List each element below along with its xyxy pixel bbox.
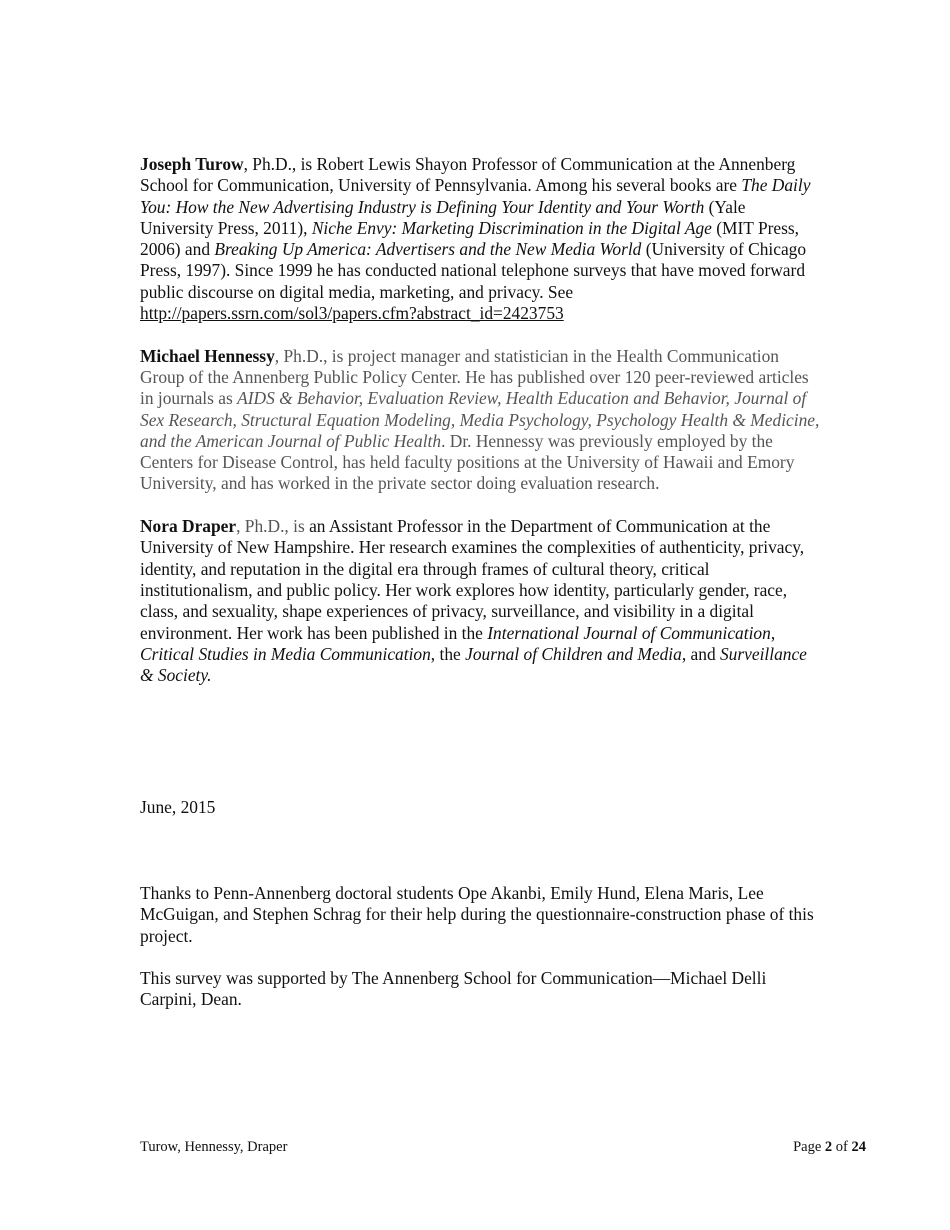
page-current: 2 — [824, 1139, 833, 1155]
bio-italic-title: International Journal of Communication — [487, 622, 771, 643]
bio-italic-title: Journal of Children and Media — [465, 643, 682, 664]
bio-italic-title: Critical Studies in Media Communication — [140, 643, 431, 664]
footer-authors: Turow, Hennessy, Draper — [140, 1139, 288, 1155]
bio-italic-title: Surveillance & Society. — [140, 643, 807, 686]
bio-text: (MIT Press, 2006) and — [140, 217, 800, 260]
page-of: of — [832, 1139, 852, 1155]
bio-hennessy — [140, 346, 820, 495]
bio-text: (University of Chicago Press, 1997). Since 1999 he has conducted national telephone surveys that have moved forward public discourse on digital media, marketing, and privacy. See — [140, 239, 807, 302]
ssrn-link[interactable]: http://papers.ssrn.com/sol3/papers.cfm?abstract_id=2423753 — [140, 303, 564, 324]
bio-text: (Yale University Press, 2011), — [140, 196, 746, 238]
bio-name: Michael Hennessy — [140, 345, 275, 366]
page-prefix: Page — [793, 1139, 825, 1155]
bio-turow — [140, 154, 820, 324]
page-footer — [140, 1138, 866, 1156]
bio-italic-title: AIDS & Behavior, Evaluation Review, Health Education and Behavior, Journal of Sex Research, Structural Equation Modeling, Media Psychology, Psychology Health & Medicine, and the American Journal of Public Health — [140, 388, 820, 451]
bio-text: , Ph.D., is — [236, 516, 305, 537]
page-total: 24 — [851, 1139, 866, 1155]
bio-text: , — [770, 622, 776, 643]
page-number — [793, 1138, 866, 1156]
bio-text: , Ph.D., is project manager and statistician in the Health Communication Group of the Annenberg Public Policy Center. He has published over 120 peer-reviewed articles in journals as — [140, 345, 809, 409]
bios-section — [140, 154, 820, 708]
bio-text: , the — [430, 643, 466, 664]
bio-text: , Ph.D., is Robert Lewis Shayon Professor of Communication at the Annenberg School for Communication, University of Pennsylvania. Among his several books are — [140, 154, 796, 196]
bio-text: an Assistant Professor in the Department of Communication at the University of New Hampshire. Her research examines the complexities of authenticity, privacy, identity, and reputation in the digital era through frames of cultural theory, critical institutionalism, and public policy. Her work explores how identity, particularly gender, race, class, and sexuality, shape experiences of privacy, surveillance, and visibility in a digital environment. Her work has been published in the — [140, 516, 805, 643]
bio-draper — [140, 516, 820, 686]
acknowledgements-text: Thanks to Penn-Annenberg doctoral students Ope Akanbi, Emily Hund, Elena Maris, Lee McGuigan, and Stephen Schrag for their help during the questionnaire-construction phase of this project. — [140, 883, 814, 946]
bio-name: Joseph Turow — [140, 154, 244, 174]
support-text: This survey was supported by The Annenberg School for Communication—Michael Delli Carpini, Dean. — [140, 968, 767, 1010]
bio-text: . Dr. Hennessy was previously employed by the Centers for Disease Control, has held faculty positions at the University of Hawaii and Emory University, and has worked in the private sector doing evaluation research. — [140, 430, 795, 494]
bio-italic-title: Breaking Up America: Advertisers and the New Media World — [214, 239, 642, 260]
bio-text: , and — [681, 643, 720, 664]
bio-italic-title: The Daily You: How the New Advertising Industry is Defining Your Identity and Your Worth — [140, 175, 811, 217]
acknowledgements-section — [140, 883, 820, 1032]
bio-italic-title: Niche Envy: Marketing Discrimination in the Digital Age — [311, 217, 712, 238]
document-date: June, 2015 — [140, 797, 216, 817]
bio-name: Nora Draper — [140, 516, 237, 537]
